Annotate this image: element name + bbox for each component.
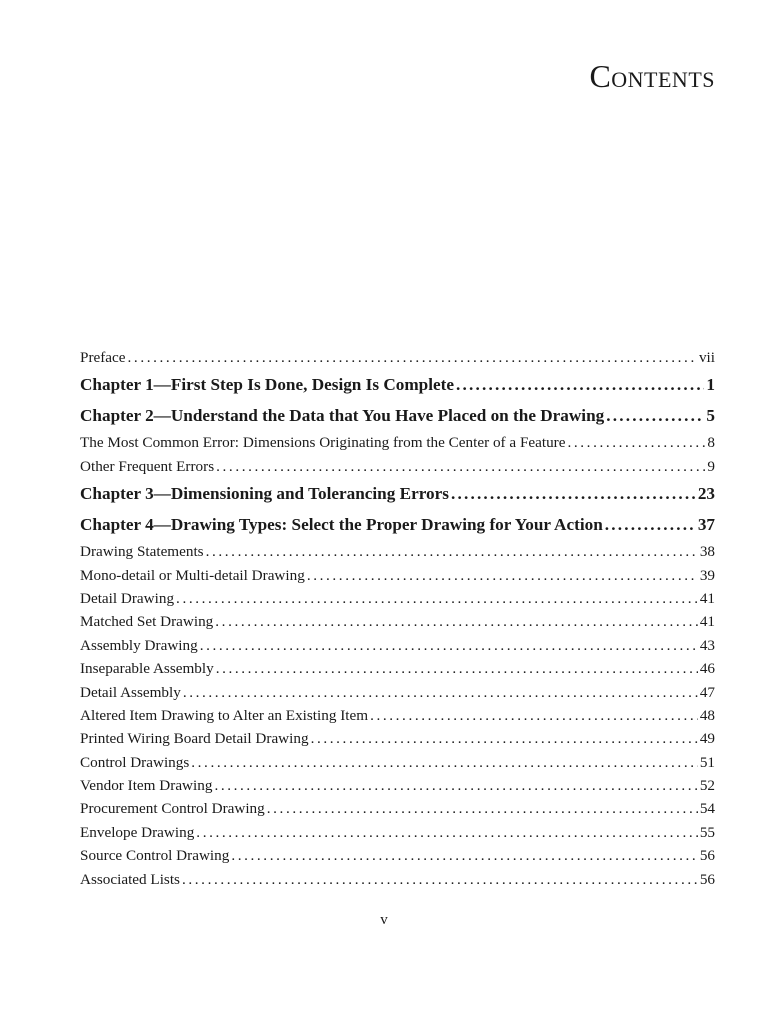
toc-entry-page-number: 54 [699,800,715,818]
toc-entry-label: Chapter 4—Drawing Types: Select the Proper Drawing for Your Action [80,515,603,535]
toc-dot-leader [307,564,698,587]
toc-section-entry[interactable] [80,704,715,727]
toc-section-entry[interactable] [80,431,715,454]
toc-entry-label: Detail Assembly [80,683,181,701]
toc-dot-leader [214,774,697,797]
toc-section-entry[interactable] [80,844,715,867]
toc-dot-leader [128,346,697,369]
toc-entry-label: Chapter 2—Understand the Data that You Have Placed on the Drawing [80,406,605,426]
toc-section-entry[interactable] [80,587,715,610]
toc-entry-page-number: 39 [699,566,715,584]
toc-entry-label: Chapter 1—First Step Is Done, Design Is Complete [80,375,454,395]
toc-entry-page-number: 8 [707,434,715,452]
toc-entry-page-number: 9 [707,457,715,475]
toc-dot-leader [176,587,698,610]
page-title: Contents [589,58,715,94]
toc-dot-leader [206,540,698,563]
toc-section-entry[interactable] [80,751,715,774]
toc-section-entry[interactable] [80,634,715,657]
toc-entry-label: Printed Wiring Board Detail Drawing [80,730,309,748]
toc-entry-label: Vendor Item Drawing [80,777,213,795]
toc-section-entry[interactable] [80,868,715,891]
toc-entry-label: Envelope Drawing [80,823,195,841]
toc-entry-page-number: 38 [699,543,715,561]
toc-entry-label: Other Frequent Errors [80,457,215,475]
toc-chapter-entry[interactable] [80,478,715,509]
toc-dot-leader [191,751,698,774]
toc-dot-leader [267,797,698,820]
toc-dot-leader [456,369,704,400]
toc-entry-page-number: 1 [706,375,715,395]
toc-section-entry[interactable] [80,774,715,797]
toc-entry-label: Drawing Statements [80,543,204,561]
toc-entry-label: The Most Common Error: Dimensions Originating from the Center of a Feature [80,434,566,452]
toc-entry-label: Chapter 3—Dimensioning and Tolerancing Errors [80,484,449,504]
toc-dot-leader [196,821,698,844]
toc-dot-leader [370,704,698,727]
toc-entry-label: Inseparable Assembly [80,660,214,678]
toc-section-entry[interactable] [80,797,715,820]
toc-entry-label: Associated Lists [80,870,180,888]
toc-entry-label: Source Control Drawing [80,847,230,865]
table-of-contents [80,346,715,891]
toc-section-entry[interactable] [80,455,715,478]
toc-entry-page-number: 55 [699,823,715,841]
toc-dot-leader [215,610,698,633]
toc-section-entry[interactable] [80,821,715,844]
toc-entry-page-number: 47 [699,683,715,701]
toc-section-entry[interactable] [80,727,715,750]
toc-entry-label: Mono-detail or Multi-detail Drawing [80,566,305,584]
toc-entry-page-number: 56 [699,870,715,888]
toc-entry-label: Preface [80,349,126,366]
toc-section-entry[interactable] [80,657,715,680]
toc-entry-label: Procurement Control Drawing [80,800,265,818]
toc-dot-leader [606,400,704,431]
toc-entry-label: Detail Drawing [80,589,175,607]
toc-dot-leader [216,455,705,478]
toc-entry-page-number: 56 [699,847,715,865]
toc-entry-page-number: 5 [706,406,715,426]
toc-entry-label: Assembly Drawing [80,636,198,654]
toc-entry-page-number: 37 [697,515,715,535]
toc-entry-page-number: 51 [699,753,715,771]
toc-entry-page-number: 52 [699,777,715,795]
toc-dot-leader [182,868,698,891]
toc-entry-page-number: 48 [699,706,715,724]
toc-entry-page-number: 23 [697,484,715,504]
toc-section-entry[interactable] [80,564,715,587]
toc-entry-page-number: 49 [699,730,715,748]
toc-entry-page-number: 41 [699,589,715,607]
toc-chapter-entry[interactable] [80,369,715,400]
toc-entry-page-number: 41 [699,613,715,631]
toc-entry-label: Altered Item Drawing to Alter an Existing Item [80,706,369,724]
toc-dot-leader [567,431,705,454]
toc-dot-leader [311,727,698,750]
toc-dot-leader [183,681,698,704]
toc-entry-page-number: 43 [699,636,715,654]
toc-dot-leader [216,657,698,680]
toc-section-entry[interactable] [80,540,715,563]
toc-entry-page-number: vii [698,349,715,366]
toc-chapter-entry[interactable] [80,400,715,431]
toc-section-entry[interactable] [80,346,715,369]
toc-dot-leader [231,844,697,867]
toc-dot-leader [451,478,696,509]
toc-section-entry[interactable] [80,681,715,704]
toc-entry-label: Matched Set Drawing [80,613,214,631]
toc-entry-label: Control Drawings [80,753,190,771]
toc-dot-leader [605,509,696,540]
toc-dot-leader [200,634,698,657]
toc-chapter-entry[interactable] [80,509,715,540]
toc-entry-page-number: 46 [699,660,715,678]
toc-section-entry[interactable] [80,610,715,633]
page-number: v [380,912,388,928]
